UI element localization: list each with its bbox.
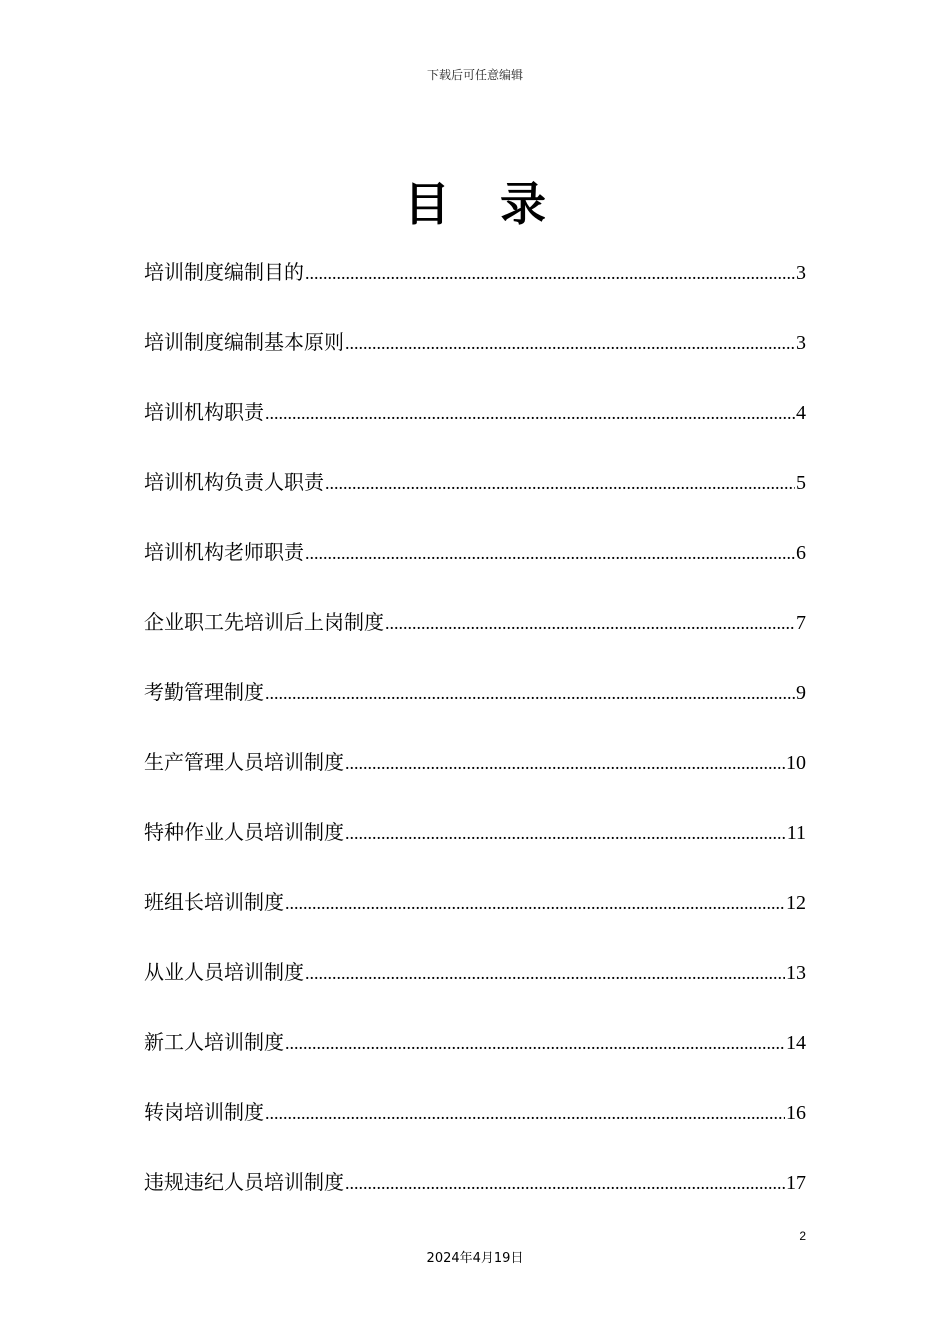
toc-entry[interactable]: [144, 1092, 806, 1162]
toc-leader-dots: [265, 673, 795, 713]
toc-entry-label: 新工人培训制度: [144, 1030, 284, 1054]
page-number: 2: [799, 1229, 806, 1243]
toc-entry-page: 12: [786, 892, 806, 914]
toc-title: 目录: [404, 177, 596, 231]
toc-entry-page: 14: [786, 1032, 806, 1054]
toc-entry-page: 17: [786, 1172, 806, 1194]
toc-leader-dots: [265, 393, 795, 433]
toc-entry-page: 10: [786, 752, 806, 774]
toc-entry[interactable]: [144, 882, 806, 952]
toc-entry-page: 7: [796, 612, 806, 634]
toc-entry[interactable]: [144, 1162, 806, 1232]
toc-entry-label: 培训制度编制目的: [144, 260, 304, 284]
toc-leader-dots: [305, 253, 795, 293]
toc-entry-label: 培训机构负责人职责: [144, 470, 324, 494]
toc-entry[interactable]: [144, 462, 806, 532]
toc-entry[interactable]: [144, 1022, 806, 1092]
toc-entry[interactable]: [144, 322, 806, 392]
toc-leader-dots: [345, 813, 786, 853]
toc-entry[interactable]: [144, 672, 806, 742]
toc-entry-label: 考勤管理制度: [144, 680, 264, 704]
toc-leader-dots: [345, 1163, 785, 1203]
toc-entry-page: 4: [796, 402, 806, 424]
toc-entry-label: 培训机构老师职责: [144, 540, 304, 564]
toc-entry-label: 从业人员培训制度: [144, 960, 304, 984]
toc-leader-dots: [385, 603, 795, 643]
toc-entry[interactable]: [144, 952, 806, 1022]
toc-entry[interactable]: [144, 392, 806, 462]
toc-entry-page: 9: [796, 682, 806, 704]
toc-entry-page: 13: [786, 962, 806, 984]
toc-entry-page: 6: [796, 542, 806, 564]
toc-entry-label: 企业职工先培训后上岗制度: [144, 610, 384, 634]
toc-entry-label: 培训机构职责: [144, 400, 264, 424]
toc-entry-page: 5: [796, 472, 806, 494]
toc-entry-label: 转岗培训制度: [144, 1100, 264, 1124]
toc-entry[interactable]: [144, 602, 806, 672]
toc-leader-dots: [265, 1093, 785, 1133]
toc-entry-page: 3: [796, 262, 806, 284]
toc-entry[interactable]: [144, 742, 806, 812]
toc-entry-page: 3: [796, 332, 806, 354]
toc-entry[interactable]: [144, 252, 806, 322]
toc-list: [144, 252, 806, 1232]
toc-leader-dots: [305, 953, 785, 993]
toc-entry-label: 培训制度编制基本原则: [144, 330, 344, 354]
toc-entry[interactable]: [144, 812, 806, 882]
toc-entry-label: 生产管理人员培训制度: [144, 750, 344, 774]
header-note: 下载后可任意编辑: [426, 68, 523, 82]
toc-entry-label: 特种作业人员培训制度: [144, 820, 344, 844]
toc-entry-page: 11: [786, 822, 806, 844]
footer-date: 2024年4月19日: [426, 1251, 524, 1266]
toc-entry-label: 违规违纪人员培训制度: [144, 1170, 344, 1194]
toc-leader-dots: [285, 883, 785, 923]
toc-leader-dots: [305, 533, 795, 573]
toc-leader-dots: [345, 323, 795, 363]
toc-leader-dots: [345, 743, 785, 783]
toc-entry[interactable]: [144, 532, 806, 602]
toc-entry-page: 16: [786, 1102, 806, 1124]
toc-leader-dots: [325, 463, 795, 503]
toc-leader-dots: [285, 1023, 785, 1063]
toc-entry-label: 班组长培训制度: [144, 890, 284, 914]
